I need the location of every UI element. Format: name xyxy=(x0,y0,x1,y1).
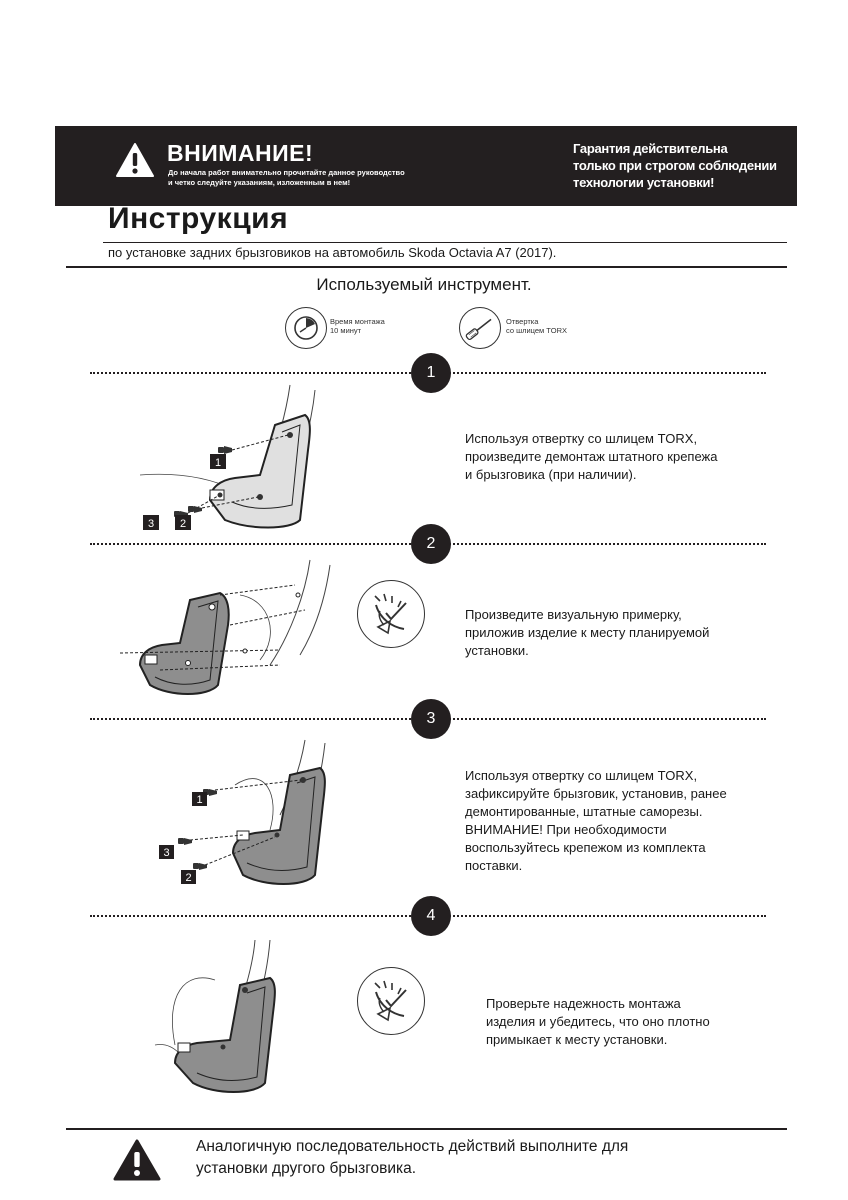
callout-label: 2 xyxy=(179,518,187,530)
step-text: Произведите визуальную примерку, приложив изделие к месту планируемой установки. xyxy=(465,607,710,658)
step1-illustration xyxy=(140,380,340,540)
footer-divider xyxy=(66,1128,787,1130)
warning-banner xyxy=(55,126,797,206)
title-divider xyxy=(103,242,787,243)
step-badge: 3 xyxy=(411,699,451,739)
tools-heading: Используемый инструмент. xyxy=(316,275,532,294)
warning-text: До начала работ внимательно прочитайте данное руководство и четко следуйте указаниям, изложенным в нем! xyxy=(168,168,405,187)
document-subtitle: по установке задних брызговиков на автомобиль Skoda Octavia A7 (2017). xyxy=(108,245,557,260)
step-text: Используя отвертку со шлицем TORX, произведите демонтаж штатного крепежа и брызговика (при наличии). xyxy=(465,431,718,482)
warning-triangle-icon xyxy=(112,1138,162,1182)
step-badge: 1 xyxy=(411,353,451,393)
callout-label: 1 xyxy=(196,794,203,806)
step2-illustration xyxy=(120,555,340,705)
footer-note: Аналогичную последовательность действий выполните для установки другого брызговика. xyxy=(196,1138,629,1177)
step-text: Используя отвертку со шлицем TORX, зафиксируйте брызговик, установив, ранее демонтированные, штатные саморезы. ВНИМАНИЕ! При необходимости воспользуйтесь крепежом из комплекта поставки. xyxy=(465,768,727,873)
step-badge: 4 xyxy=(411,896,451,936)
step4-illustration xyxy=(145,935,340,1095)
guarantee-text: Гарантия действительна только при строгом соблюдении технологии установки! xyxy=(573,141,777,190)
step-badge: 2 xyxy=(411,524,451,564)
callout-label: 3 xyxy=(147,518,155,530)
callout-label: 2 xyxy=(185,872,192,884)
tool-caption-time: Время монтажа 10 минут xyxy=(330,317,385,335)
step3-illustration xyxy=(155,735,345,890)
callout-label: 1 xyxy=(214,457,222,469)
eye-check-icon xyxy=(357,580,425,648)
warning-triangle-icon xyxy=(115,142,155,178)
step-text: Проверьте надежность монтажа изделия и убедитесь, что оно плотно примыкает к месту установки. xyxy=(486,996,710,1047)
eye-check-icon xyxy=(357,967,425,1035)
clock-icon xyxy=(285,307,327,349)
document-title: Инструкция xyxy=(108,202,289,235)
tool-caption-screwdriver: Отвертка со шлицем TORX xyxy=(506,317,567,335)
warning-title: ВНИМАНИЕ! xyxy=(167,140,314,166)
callout-label: 3 xyxy=(163,847,170,859)
screwdriver-icon xyxy=(459,307,501,349)
subtitle-divider xyxy=(66,266,787,268)
